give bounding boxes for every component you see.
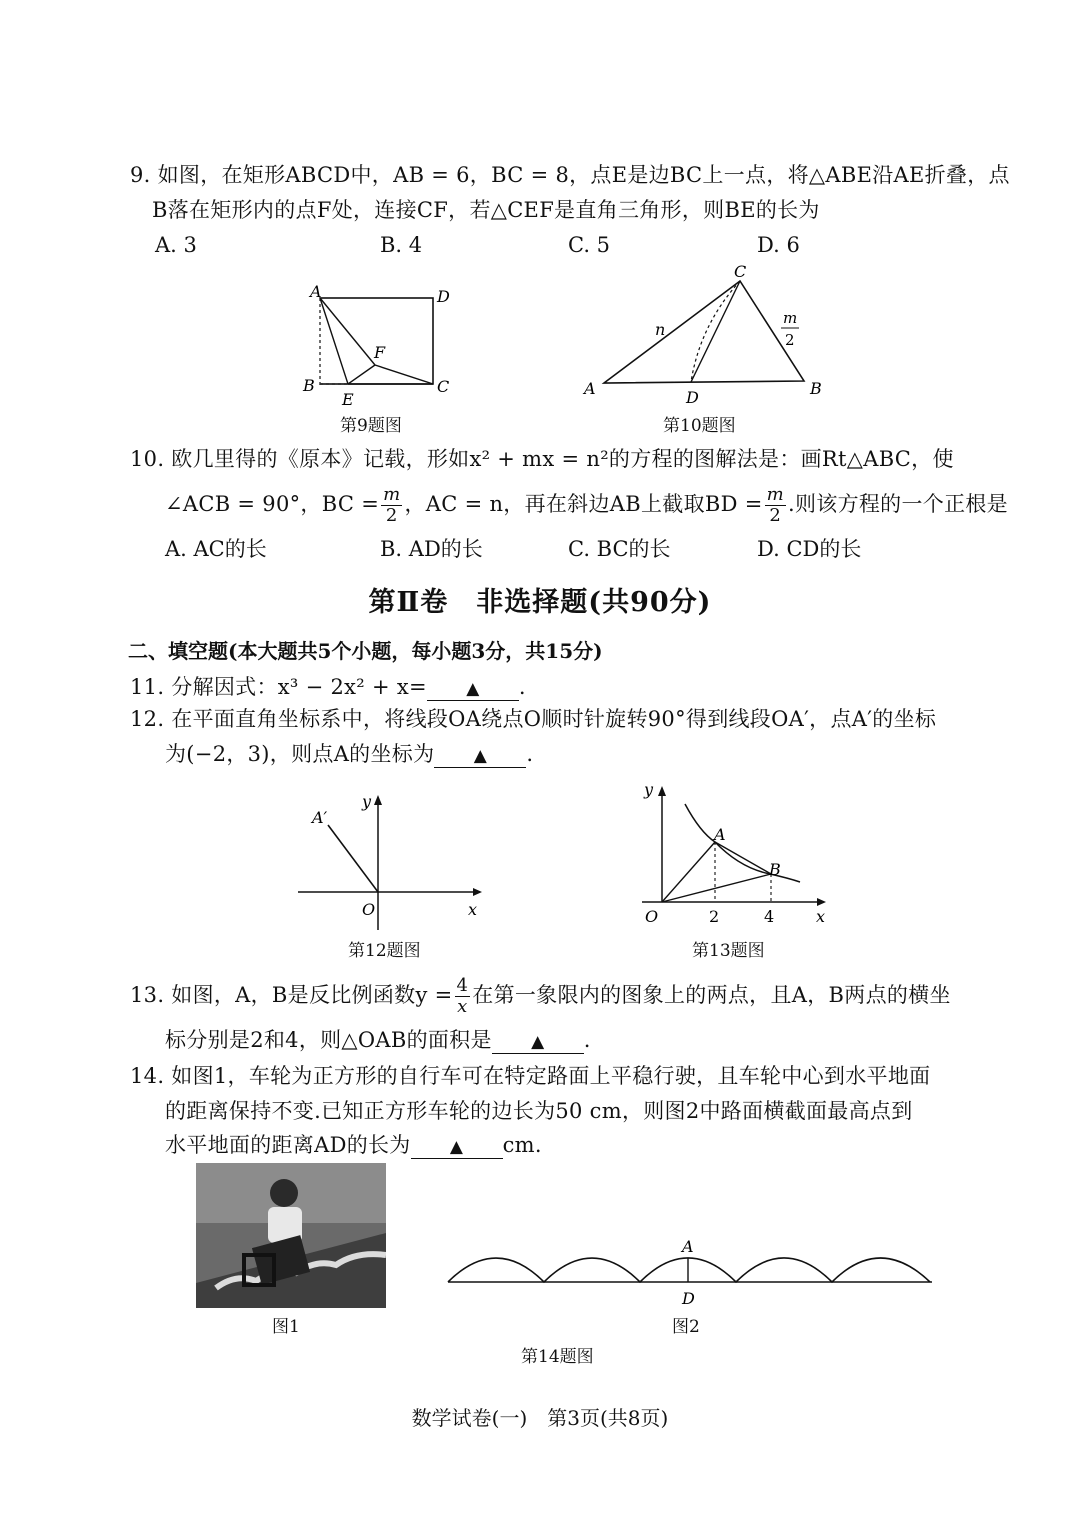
q9-label-c: C (437, 377, 450, 396)
q13-tick-4: 4 (764, 907, 775, 926)
q9-label-b: B (303, 376, 315, 395)
q14-line3: 水平地面的距离AD的长为 ▲ cm. (165, 1133, 542, 1157)
q10-line1: 10. 欧几里得的《原本》记载，形如x² + mx = n²的方程的图解法是：画Rt△ABC，使 (130, 447, 954, 471)
q14-line1: 14. 如图1，车轮为正方形的自行车可在特定路面上平稳行驶，且车轮中心到水平地面 (130, 1064, 931, 1088)
q14-figure-caption: 第14题图 (521, 1347, 594, 1367)
q10-label-m: m (783, 309, 798, 327)
q10-label-b: B (810, 379, 822, 398)
q10-line2-a: ∠ACB = 90°，BC = (165, 492, 380, 516)
q9-label-d: D (437, 287, 450, 306)
q12-label-y: y (362, 792, 372, 811)
q10-label-d: D (686, 388, 699, 407)
q9-option-a: A. 3 (155, 233, 197, 257)
q13-label-x: x (816, 907, 826, 926)
q10-figure (578, 265, 828, 415)
q12-label-x: x (468, 900, 478, 919)
page-footer: 数学试卷(一) 第3页(共8页) (411, 1406, 669, 1430)
q13-answer-blank[interactable]: ▲ (492, 1027, 584, 1054)
q12-figure-caption: 第12题图 (348, 941, 421, 961)
q12-line1: 12. 在平面直角坐标系中，将线段OA绕点O顺时针旋转90°得到线段OA′，点A′的坐标 (130, 707, 937, 731)
q13-label-y: y (644, 780, 654, 799)
q9-option-c: C. 5 (568, 233, 611, 257)
q13-figure-caption: 第13题图 (692, 941, 765, 961)
q9-figure-caption: 第9题图 (340, 416, 402, 436)
q13-frac: $\frac{4}{x}$ (456, 975, 469, 1017)
q9-label-e: E (342, 390, 354, 409)
q10-option-b: B. AD的长 (380, 537, 483, 561)
q11-text: 11. 分解因式：x³ − 2x² + x= (130, 675, 427, 699)
q11-answer-blank[interactable]: ▲ (427, 674, 519, 701)
q9-option-b: B. 4 (380, 233, 423, 257)
q12-answer-blank[interactable]: ▲ (434, 741, 526, 768)
q14-fig2-figure (440, 1232, 940, 1312)
q10-option-d: D. CD的长 (757, 537, 862, 561)
q12-line2: 为(−2，3)，则点A的坐标为 ▲ . (165, 742, 534, 766)
q13-tick-2: 2 (709, 907, 720, 926)
q10-option-c: C. BC的长 (568, 537, 671, 561)
q14-fig1-caption: 图1 (272, 1317, 300, 1337)
q9-figure (290, 275, 470, 415)
q14-fig1-photo (196, 1163, 386, 1308)
q10-frac-bd: $\frac{m}{2}$ (766, 484, 784, 526)
q10-line2-b: ，AC = n，再在斜边AB上截取BD = (404, 492, 763, 516)
q11-line: 11. 分解因式：x³ − 2x² + x= ▲ . (130, 675, 526, 699)
q13-label-o: O (645, 907, 659, 926)
q12-figure (290, 785, 490, 935)
q10-frac-bc: $\frac{m}{2}$ (383, 484, 401, 526)
q12-label-aprime: A′ (312, 808, 328, 827)
q10-option-a: A. AC的长 (165, 537, 267, 561)
q10-line2-c: .则该方程的一个正根是 (788, 492, 1008, 516)
q9-option-d: D. 6 (757, 233, 800, 257)
q13-figure (640, 778, 840, 933)
q10-label-two: 2 (785, 331, 795, 349)
q9-label-a: A (310, 282, 322, 301)
q10-line2 (165, 482, 1008, 526)
q10-figure-caption: 第10题图 (663, 416, 736, 436)
q10-label-n: n (655, 320, 666, 339)
q9-label-f: F (374, 343, 386, 362)
part2-heading: 第Ⅱ卷 非选择题(共90分) (368, 587, 712, 618)
q14-answer-blank[interactable]: ▲ (411, 1132, 503, 1159)
q9-line2: B落在矩形内的点F处，连接CF，若△CEF是直角三角形，则BE的长为 (152, 198, 820, 222)
q10-label-c: C (734, 265, 747, 281)
q14-label-a: A (682, 1237, 694, 1256)
q13-line2: 标分别是2和4，则△OAB的面积是 ▲ . (165, 1028, 591, 1052)
q14-label-d: D (682, 1289, 695, 1308)
q10-label-a: A (584, 379, 596, 398)
q14-line2: 的距离保持不变.已知正方形车轮的边长为50 cm，则图2中路面横截面最高点到 (165, 1099, 913, 1123)
q9-line1: 9. 如图，在矩形ABCD中，AB = 6，BC = 8，点E是边BC上一点，将△ABE沿AE折叠，点 (130, 163, 1010, 187)
q12-label-o: O (362, 900, 376, 919)
q13-line1: 13. 如图，A，B是反比例函数y = $\frac{4}{x}$ 在第一象限内的图象上的两点，且A，B两点的横坐 (130, 975, 951, 1017)
q13-label-b: B (769, 860, 781, 879)
q13-label-a: A (714, 825, 726, 844)
bicycle-photo-icon (196, 1163, 386, 1308)
q14-fig2-caption: 图2 (672, 1317, 700, 1337)
section2-title: 二、填空题(本大题共5个小题，每小题3分，共15分) (128, 639, 603, 663)
